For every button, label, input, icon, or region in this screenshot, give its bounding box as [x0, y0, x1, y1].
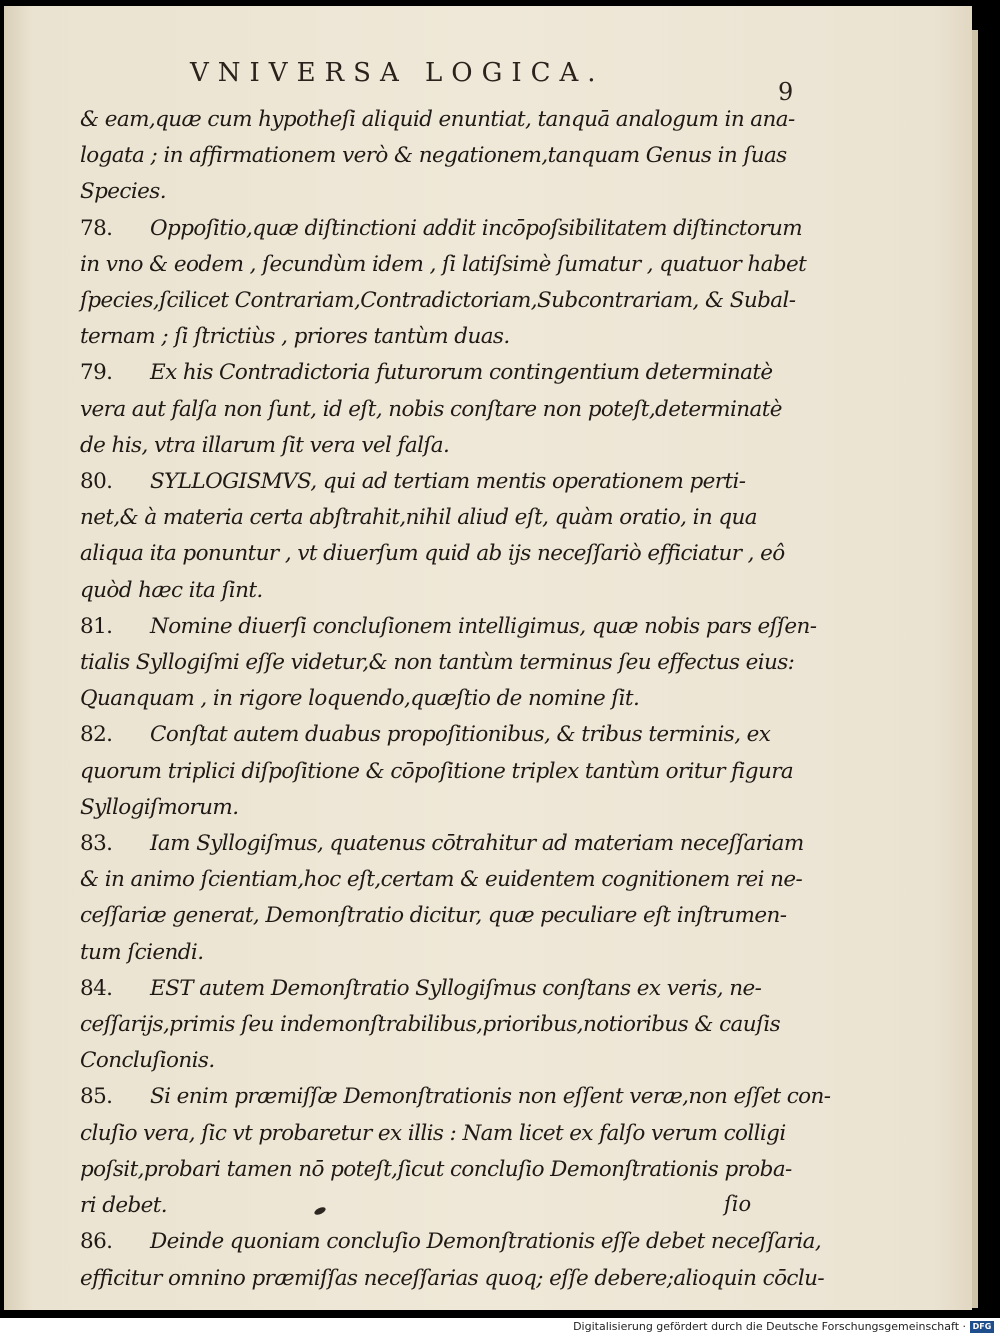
- page-edge: [972, 30, 978, 1308]
- body-text: [80, 102, 831, 1297]
- text-line: [80, 1188, 800, 1224]
- paragraph-number: 83.: [80, 831, 113, 857]
- text-line: [80, 1261, 825, 1297]
- dfg-logo: DFG: [970, 1321, 994, 1333]
- line-text: efficitur omnino præmiſſas neceſſarias quoq; eſſe debere;alioquin cōclu-: [80, 1265, 825, 1291]
- line-text: Iam Syllogiſmus, quatenus cōtrahitur ad materiam neceſſariam: [150, 831, 804, 857]
- line-text: logata ; in affirmationem verò & negationem,tanquam Genus in ſuas: [80, 143, 787, 169]
- line-text: Deinde quoniam concluſio Demonſtrationis eſſe debet neceſſaria,: [150, 1229, 822, 1255]
- text-line: [80, 355, 800, 391]
- footer-credit: Digitalisierung gefördert durch die Deutsche Forschungsgemeinschaft ·: [573, 1320, 966, 1333]
- text-line: [80, 102, 800, 138]
- text-line: [80, 862, 803, 898]
- text-line: [80, 500, 800, 536]
- line-text: poſsit,probari tamen nō poteſt,ſicut concluſio Demonſtrationis proba-: [80, 1156, 792, 1182]
- text-line: [80, 174, 800, 210]
- text-line: [80, 898, 800, 934]
- paragraph-number: 85.: [80, 1084, 113, 1110]
- line-text: quòd hæc ita ſint.: [80, 577, 263, 603]
- line-text: Ex his Contradictoria futurorum contingentium determinatè: [150, 360, 773, 386]
- line-text: vera aut falſa non ſunt, id eſt, nobis conſtare non poteſt,determinatè: [80, 396, 782, 422]
- line-text: Si enim præmiſſæ Demonſtrationis non eſſent veræ,non eſſet con-: [150, 1084, 831, 1110]
- text-line: [80, 392, 800, 428]
- page-number: 9: [778, 78, 794, 106]
- line-text: cluſio vera, ſic vt probaretur ex illis : Nam licet ex falſo verum colligi: [80, 1120, 786, 1146]
- text-line: [80, 935, 800, 971]
- text-line: [80, 428, 800, 464]
- text-line: [80, 1116, 800, 1152]
- paragraph-number: 81.: [80, 613, 113, 639]
- paragraph-number: 80.: [80, 469, 113, 495]
- line-text: Syllogiſmorum.: [80, 794, 239, 820]
- line-text: ſpecies,ſcilicet Contrariam,Contradictoriam,Subcontrariam, & Subal-: [80, 288, 796, 314]
- line-text: Species.: [80, 179, 166, 205]
- text-line: [80, 211, 803, 247]
- line-text: & eam,quæ cum hypotheſi aliquid enuntiat, tanquā analogum in ana-: [80, 107, 795, 132]
- line-text: Quanquam , in rigore loquendo,quæſtio de nomine ſit.: [80, 686, 640, 712]
- line-text: SYLLOGISMVS, qui ad tertiam mentis operationem perti-: [150, 469, 746, 495]
- paragraph-number: 86.: [80, 1229, 113, 1255]
- text-line: [80, 536, 800, 572]
- text-line: [80, 717, 800, 753]
- text-line: [80, 283, 800, 319]
- line-text: in vno & eodem , ſecundùm idem , ſi latiſsimè ſumatur , quatuor habet: [80, 251, 807, 277]
- text-line: [80, 1007, 800, 1043]
- text-line: [80, 681, 800, 717]
- digitization-footer: [0, 1318, 1000, 1337]
- line-text: net,& à materia certa abſtrahit,nihil aliud eſt, quàm oratio, in qua: [80, 505, 758, 531]
- running-head: VNIVERSA LOGICA.: [190, 58, 605, 88]
- text-line: [80, 1224, 822, 1260]
- text-line: [80, 790, 800, 826]
- text-line: [80, 609, 817, 645]
- line-text: aliqua ita ponuntur , vt diuerſum quid ab ijs neceſſariò efficiatur , eô: [80, 541, 785, 567]
- line-text: ri debet.: [80, 1193, 168, 1219]
- text-line: [80, 1079, 831, 1115]
- text-line: [80, 645, 800, 681]
- text-line: [80, 247, 807, 283]
- line-text: tum ſciendi.: [80, 939, 204, 965]
- text-line: [80, 573, 800, 609]
- line-text: tialis Syllogiſmi eſſe videtur,& non tantùm terminus ſeu effectus eius:: [80, 650, 795, 676]
- line-text: de his, vtra illarum ſit vera vel falſa.: [80, 432, 450, 458]
- paragraph-number: 78.: [80, 215, 113, 241]
- line-text: & in animo ſcientiam,hoc eſt,certam & euidentem cognitionem rei ne-: [80, 867, 803, 893]
- text-line: [80, 464, 800, 500]
- line-text: Oppoſitio,quæ diſtinctioni addit incōpoſsibilitatem diſtinctorum: [150, 215, 803, 241]
- text-line: [80, 1043, 800, 1079]
- line-text: ceſſarijs,primis ſeu indemonſtrabilibus,prioribus,notioribus & cauſis: [80, 1012, 781, 1038]
- text-line: [80, 971, 800, 1007]
- line-text: quorum triplici diſpoſitione & cōpoſitione triplex tantùm oritur figura: [80, 758, 794, 784]
- text-line: [80, 826, 804, 862]
- catchword: ſio: [724, 1192, 752, 1216]
- line-text: EST autem Demonſtratio Syllogiſmus conſtans ex veris, ne-: [150, 975, 762, 1001]
- paragraph-number: 82.: [80, 722, 113, 748]
- line-text: Conſtat autem duabus propoſitionibus, & tribus terminis, ex: [150, 722, 771, 748]
- line-text: Nomine diuerſi concluſionem intelligimus, quæ nobis pars eſſen-: [150, 613, 817, 639]
- text-line: [80, 319, 800, 355]
- line-text: Concluſionis.: [80, 1048, 215, 1074]
- paragraph-number: 84.: [80, 975, 113, 1001]
- line-text: ceſſariæ generat, Demonſtratio dicitur, quæ peculiare eſt inſtrumen-: [80, 903, 787, 929]
- text-line: [80, 1152, 800, 1188]
- text-line: [80, 138, 800, 174]
- paragraph-number: 79.: [80, 360, 113, 386]
- text-line: [80, 754, 800, 790]
- line-text: ternam ; ſi ſtrictiùs , priores tantùm duas.: [80, 324, 510, 350]
